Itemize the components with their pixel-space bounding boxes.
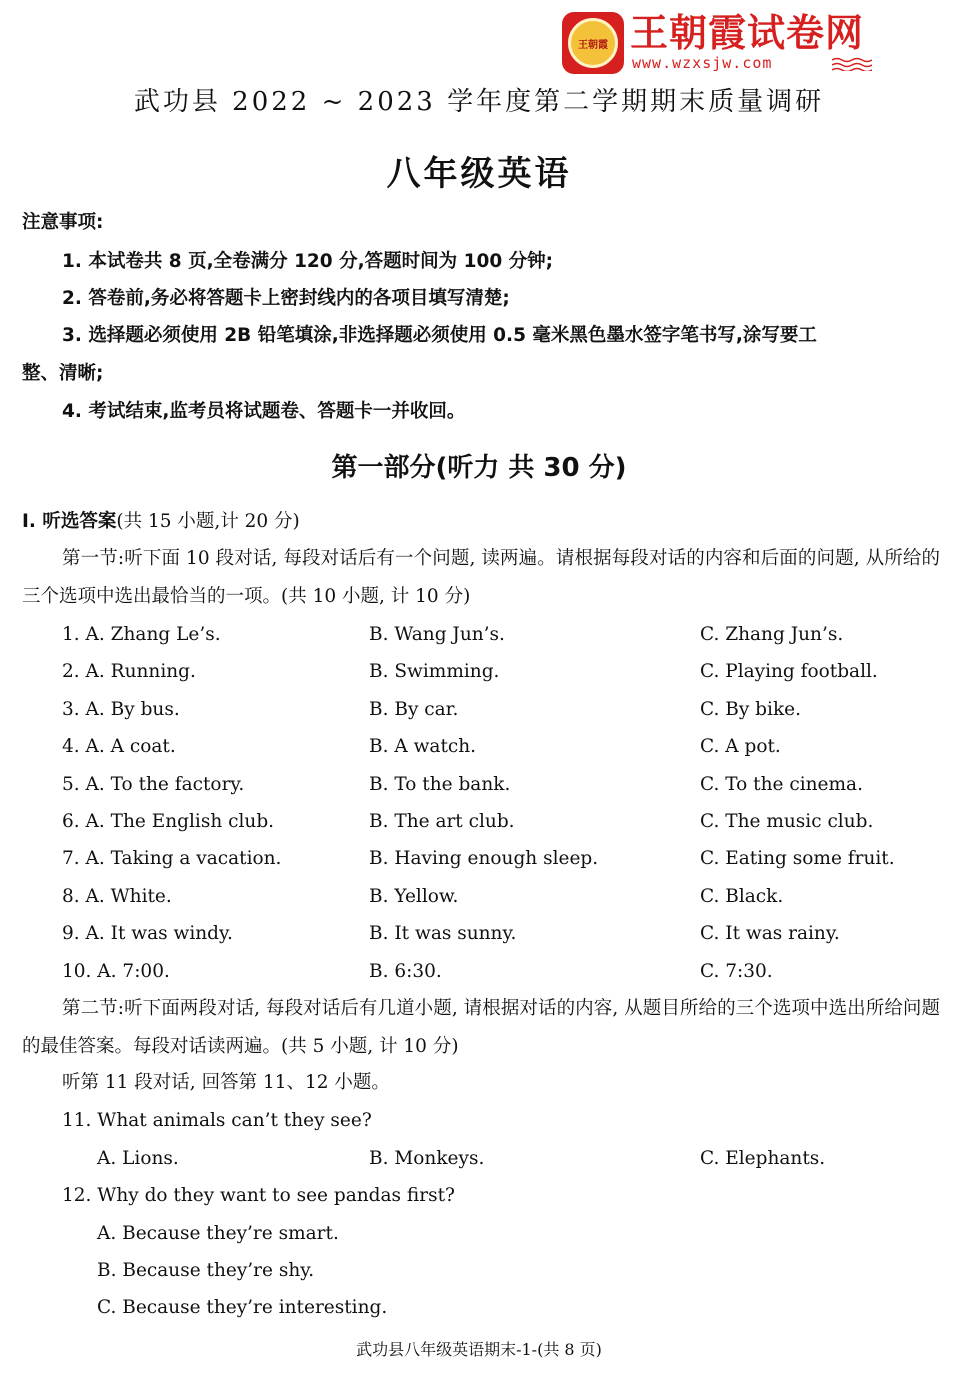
option-c: C. It was rainy. — [700, 923, 840, 945]
option-a: 1. A. Zhang Le’s. — [62, 624, 221, 645]
option-b: B. Swimming. — [369, 661, 500, 683]
page-footer: 武功县八年级英语期末-1-(共 8 页) — [356, 1340, 602, 1359]
option-b: B. Monkeys. — [369, 1148, 485, 1169]
option-b: B. The art club. — [369, 811, 515, 832]
option-b: B. 6:30. — [369, 960, 442, 982]
wave-lines-icon — [832, 57, 872, 71]
option-c: C. By bike. — [700, 698, 801, 720]
logo-name: 王朝霞试卷网 — [630, 11, 865, 55]
option-c: C. To the cinema. — [700, 773, 863, 795]
option-a: 8. A. White. — [62, 885, 172, 907]
note-item-continued: 整、清晰; — [22, 363, 104, 384]
note-item: 4. 考试结束,监考员将试题卷、答题卡一并收回。 — [62, 401, 466, 422]
option-b: B. A watch. — [369, 736, 477, 758]
exam-title: 武功县 2022 ~ 2023 学年度第二学期期末质量调研 — [133, 87, 825, 117]
option-a: 9. A. It was windy. — [62, 923, 233, 945]
option-a: A. Lions. — [97, 1148, 179, 1169]
option-a: 10. A. 7:00. — [62, 960, 170, 982]
section-heading-row — [22, 509, 300, 535]
option-b: B. It was sunny. — [369, 923, 517, 945]
option-b: B. To the bank. — [369, 773, 511, 795]
option-a: 4. A. A coat. — [62, 736, 176, 758]
notes-heading: 注意事项: — [22, 212, 104, 233]
option-b: B. Because they’re shy. — [97, 1260, 315, 1281]
section2-intro: 第二节:听下面两段对话, 每段对话后有几道小题, 请根据对话的内容, 从题目所给的三个选项中选出所给问题的最佳答案。每段对话读两遍。(共 5 小题, 计 10 分) — [22, 998, 940, 1057]
note-item: 2. 答卷前,务必将答题卡上密封线内的各项目填写清楚; — [62, 288, 510, 309]
option-a: A. Because they’re smart. — [97, 1223, 339, 1244]
part-one-title: 第一部分(听力 共 30 分) — [331, 453, 627, 483]
section-heading: Ⅰ. 听选答案 — [22, 511, 117, 532]
question-stem: 11. What animals can’t they see? — [62, 1110, 372, 1131]
option-c: C. Eating some fruit. — [700, 848, 895, 870]
option-c: C. 7:30. — [700, 960, 773, 982]
site-logo — [562, 10, 874, 76]
option-a: 2. A. Running. — [62, 661, 196, 683]
logo-url: www.wzxsjw.com — [632, 54, 773, 72]
section-note: (共 15 小题,计 20 分) — [116, 511, 300, 532]
option-b: B. Wang Jun’s. — [369, 624, 505, 645]
note-item: 1. 本试卷共 8 页,全卷满分 120 分,答题时间为 100 分钟; — [62, 251, 554, 272]
section1-intro: 第一节:听下面 10 段对话, 每段对话后有一个问题, 读两遍。请根据每段对话的内容和后面的问题, 从所给的三个选项中选出最恰当的一项。(共 10 小题, 计 10 分) — [22, 548, 940, 607]
option-b: B. Having enough sleep. — [369, 848, 599, 870]
note-item: 3. 选择题必须使用 2B 铅笔填涂,非选择题必须使用 0.5 毫米黑色墨水签字笔书写,涂写要工 — [62, 325, 817, 346]
seal-icon — [562, 12, 624, 74]
option-c: C. A pot. — [700, 736, 781, 758]
option-c: C. Elephants. — [700, 1148, 826, 1169]
question-stem: 12. Why do they want to see pandas first? — [62, 1185, 455, 1206]
option-c: C. Playing football. — [700, 661, 878, 683]
seal-text: 王朝霞 — [568, 18, 618, 68]
subject-title: 八年级英语 — [386, 154, 572, 194]
option-a: 5. A. To the factory. — [62, 773, 245, 795]
option-c: C. Black. — [700, 885, 784, 907]
option-c: C. Zhang Jun’s. — [700, 624, 844, 645]
option-b: B. Yellow. — [369, 885, 459, 907]
dialogue-note: 听第 11 段对话, 回答第 11、12 小题。 — [62, 1072, 390, 1093]
option-a: 7. A. Taking a vacation. — [62, 848, 282, 870]
option-c: C. The music club. — [700, 811, 874, 832]
option-c: C. Because they’re interesting. — [97, 1297, 388, 1318]
option-b: B. By car. — [369, 698, 459, 720]
option-a: 3. A. By bus. — [62, 698, 180, 720]
option-a: 6. A. The English club. — [62, 811, 275, 832]
